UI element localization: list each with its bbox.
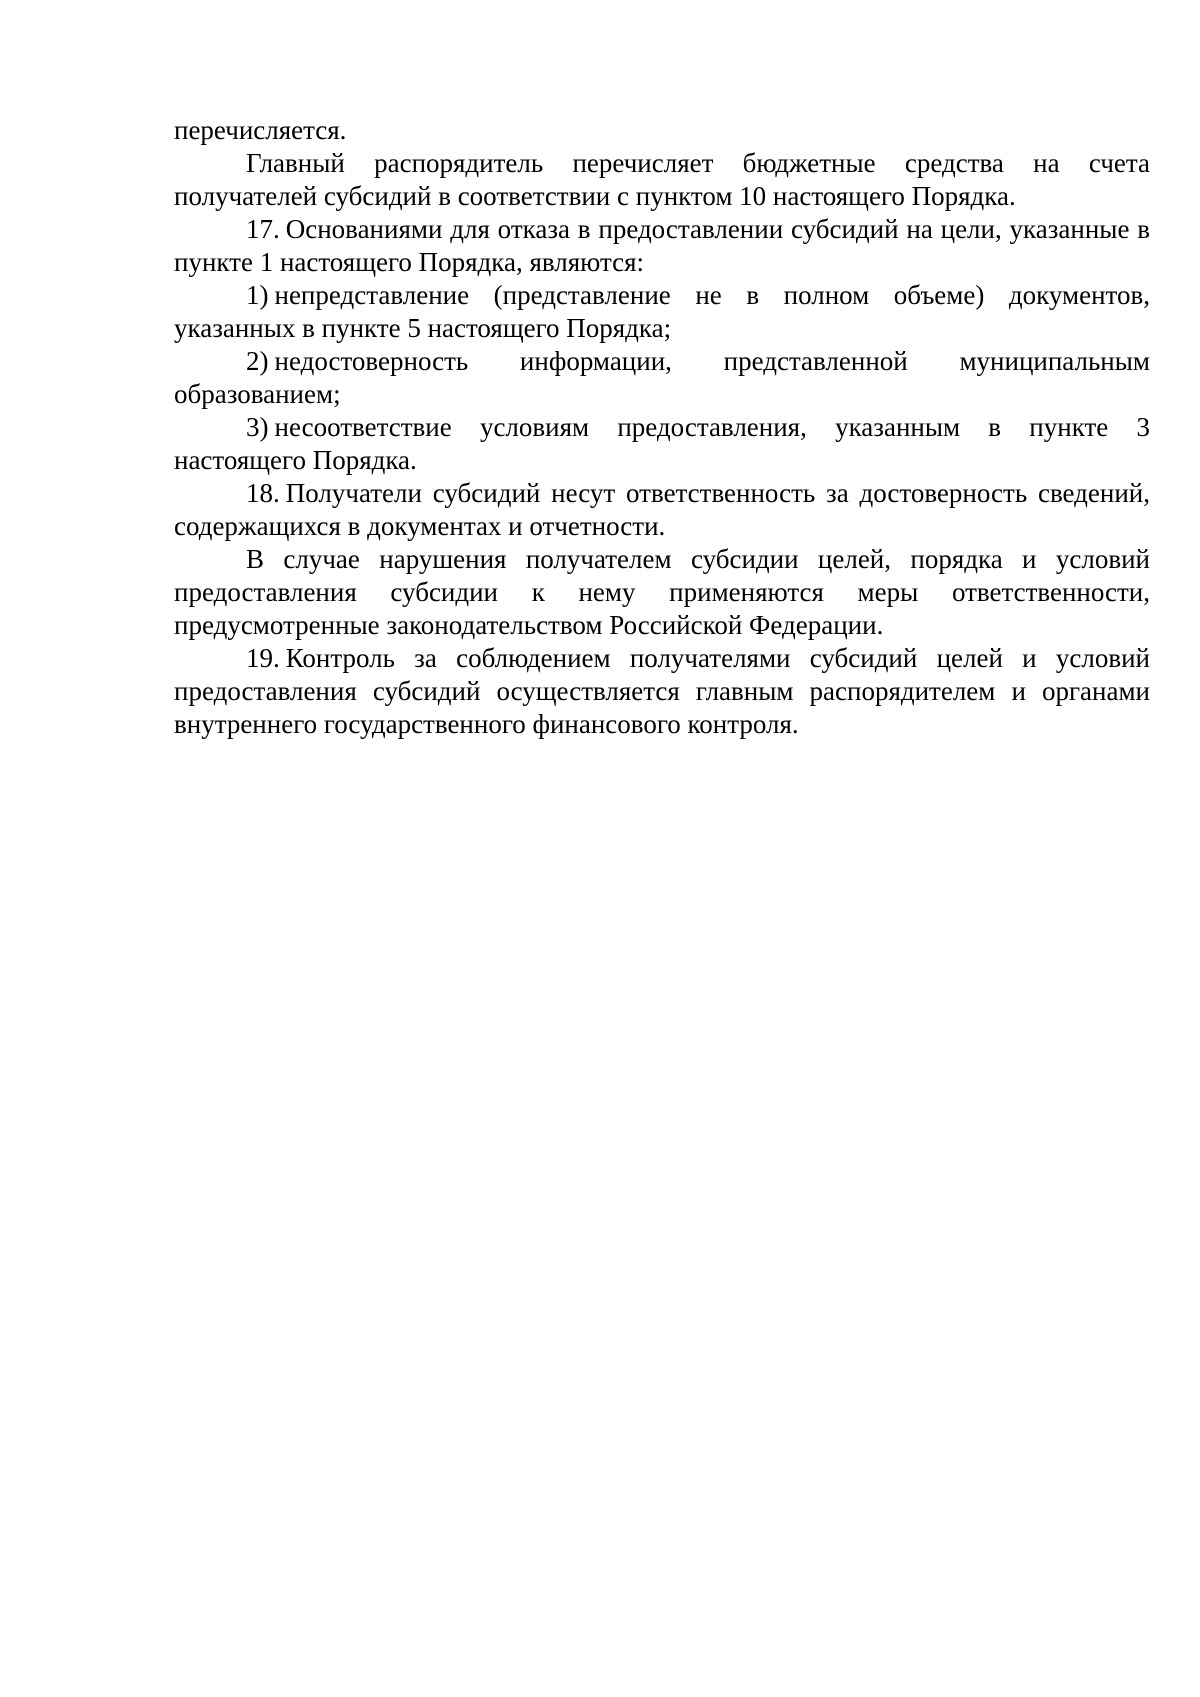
list-item-text: недостоверность информации, представленной муниципальным образованием;: [174, 346, 1150, 409]
list-item-2: [174, 345, 1150, 411]
list-item-number: 1): [246, 280, 269, 310]
paragraph-text: В случае нарушения получателем субсидии целей, порядка и условий предоставления субсидии к нему применяются меры ответственности, предусмотренные законодательством Российской Федерации.: [174, 544, 1150, 640]
paragraph-number: 18.: [246, 478, 280, 508]
list-item-text: непредставление (представление не в полном объеме) документов, указанных в пункте 5 настоящего Порядка;: [174, 280, 1150, 343]
paragraph-text: Получатели субсидий несут ответственность за достоверность сведений, содержащихся в документах и отчетности.: [174, 478, 1150, 541]
list-item-number: 2): [246, 346, 269, 376]
paragraph-number: 19.: [246, 643, 280, 673]
list-item-text: несоответствие условиям предоставления, указанным в пункте 3 настоящего Порядка.: [174, 412, 1150, 475]
paragraph-19-control: [174, 642, 1150, 741]
paragraph-text: перечисляется.: [174, 115, 347, 145]
paragraph-text: Контроль за соблюдением получателями субсидий целей и условий предоставления субсидий осуществляется главным распорядителем и органами внутреннего государственного финансового контроля.: [174, 643, 1150, 739]
paragraph-violation-measures: [174, 543, 1150, 642]
paragraph-text: Основаниями для отказа в предоставлении субсидий на цели, указанные в пункте 1 настоящего Порядка, являются:: [174, 214, 1150, 277]
paragraph-text: Главный распорядитель перечисляет бюджетные средства на счета получателей субсидий в соответствии с пунктом 10 настоящего Порядка.: [174, 148, 1150, 211]
document-body: [174, 114, 1150, 741]
paragraph-17-refusal-grounds: [174, 213, 1150, 279]
list-item-3: [174, 411, 1150, 477]
paragraph-18-responsibility: [174, 477, 1150, 543]
list-item-1: [174, 279, 1150, 345]
list-item-number: 3): [246, 412, 269, 442]
paragraph-budget-transfer: [174, 147, 1150, 213]
paragraph-continuation: [174, 114, 1150, 147]
paragraph-number: 17.: [246, 214, 280, 244]
